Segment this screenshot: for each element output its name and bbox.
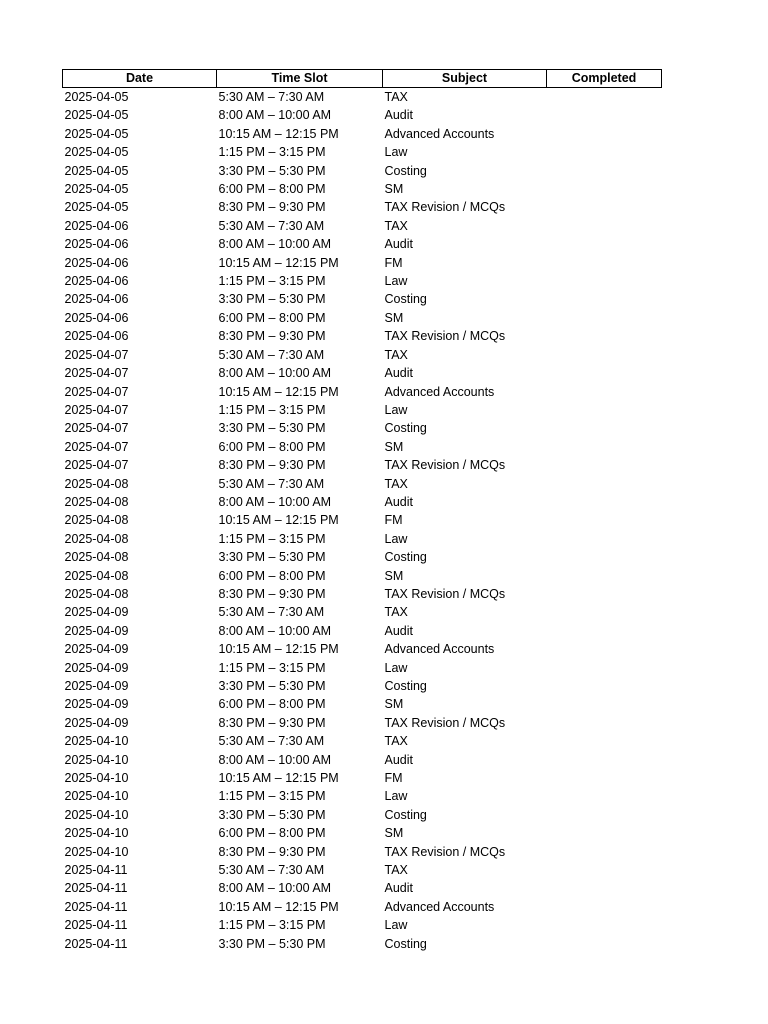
subject-cell: Audit bbox=[384, 237, 413, 252]
table-row bbox=[63, 125, 662, 143]
subject-column-header: Subject bbox=[383, 70, 547, 88]
completed-cell bbox=[547, 916, 662, 934]
date-cell: 2025-04-06 bbox=[64, 274, 129, 289]
completed-cell bbox=[547, 456, 662, 474]
time-slot-cell: 5:30 AM – 7:30 AM bbox=[218, 218, 325, 233]
subject-cell: Advanced Accounts bbox=[384, 642, 495, 657]
date-cell: 2025-04-11 bbox=[64, 881, 128, 896]
table-row bbox=[63, 659, 662, 677]
time-slot-cell: 3:30 PM – 5:30 PM bbox=[218, 807, 326, 822]
subject-cell: Law bbox=[384, 402, 408, 417]
subject-cell: TAX bbox=[384, 605, 408, 620]
subject-cell: TAX bbox=[384, 90, 408, 104]
time-slot-cell: 1:15 PM – 3:15 PM bbox=[218, 274, 326, 289]
table-row bbox=[63, 438, 662, 456]
completed-cell bbox=[547, 695, 662, 713]
subject-cell: Costing bbox=[384, 550, 427, 565]
time-slot-cell: 8:00 AM – 10:00 AM bbox=[218, 108, 332, 123]
date-cell: 2025-04-09 bbox=[64, 623, 129, 638]
subject-cell: Advanced Accounts bbox=[384, 384, 495, 399]
table-row bbox=[63, 401, 662, 419]
completed-cell bbox=[547, 346, 662, 364]
completed-cell bbox=[547, 180, 662, 198]
table-row bbox=[63, 383, 662, 401]
time-slot-cell: 10:15 AM – 12:15 PM bbox=[218, 384, 339, 399]
table-row bbox=[63, 511, 662, 529]
table-row bbox=[63, 843, 662, 861]
time-slot-cell: 8:30 PM – 9:30 PM bbox=[218, 844, 326, 859]
time-slot-cell: 8:00 AM – 10:00 AM bbox=[218, 752, 332, 767]
table-row bbox=[63, 548, 662, 566]
completed-cell bbox=[547, 769, 662, 787]
completed-cell bbox=[547, 290, 662, 308]
time-slot-cell: 6:00 PM – 8:00 PM bbox=[218, 439, 326, 454]
table-row bbox=[63, 714, 662, 732]
date-cell: 2025-04-10 bbox=[64, 807, 129, 822]
time-slot-column-header: Time Slot bbox=[217, 70, 383, 88]
subject-cell: Law bbox=[384, 531, 408, 546]
table-row bbox=[63, 806, 662, 824]
time-slot-cell: 10:15 AM – 12:15 PM bbox=[218, 513, 339, 528]
subject-cell: Audit bbox=[384, 108, 413, 123]
table-row bbox=[63, 695, 662, 713]
completed-cell bbox=[547, 843, 662, 861]
date-cell: 2025-04-05 bbox=[64, 126, 129, 141]
subject-cell: Advanced Accounts bbox=[384, 899, 495, 914]
time-slot-cell: 10:15 AM – 12:15 PM bbox=[218, 899, 339, 914]
table-row bbox=[63, 217, 662, 235]
table-row bbox=[63, 751, 662, 769]
completed-cell bbox=[547, 640, 662, 658]
time-slot-cell: 8:00 AM – 10:00 AM bbox=[218, 881, 332, 896]
completed-cell bbox=[547, 309, 662, 327]
date-cell: 2025-04-09 bbox=[64, 715, 129, 730]
completed-cell bbox=[547, 511, 662, 529]
time-slot-cell: 3:30 PM – 5:30 PM bbox=[218, 421, 326, 436]
subject-cell: TAX bbox=[384, 734, 408, 749]
date-cell: 2025-04-08 bbox=[64, 586, 129, 601]
subject-cell: Law bbox=[384, 145, 408, 160]
table-row bbox=[63, 640, 662, 658]
date-cell: 2025-04-09 bbox=[64, 660, 129, 675]
table-row bbox=[63, 916, 662, 934]
subject-cell: Costing bbox=[384, 807, 427, 822]
table-row bbox=[63, 143, 662, 161]
subject-cell: FM bbox=[384, 771, 403, 786]
table-row bbox=[63, 898, 662, 916]
table-row bbox=[63, 567, 662, 585]
table-row bbox=[63, 364, 662, 382]
time-slot-cell: 5:30 AM – 7:30 AM bbox=[218, 734, 325, 749]
time-slot-cell: 1:15 PM – 3:15 PM bbox=[218, 789, 326, 804]
time-slot-cell: 1:15 PM – 3:15 PM bbox=[218, 660, 326, 675]
date-cell: 2025-04-07 bbox=[64, 458, 129, 473]
subject-cell: Costing bbox=[384, 292, 427, 307]
completed-cell bbox=[547, 125, 662, 143]
date-cell: 2025-04-08 bbox=[64, 494, 129, 509]
completed-cell bbox=[547, 217, 662, 235]
subject-cell: Audit bbox=[384, 366, 413, 381]
time-slot-cell: 3:30 PM – 5:30 PM bbox=[218, 292, 326, 307]
date-cell: 2025-04-10 bbox=[64, 734, 129, 749]
date-cell: 2025-04-05 bbox=[64, 182, 129, 197]
subject-cell: FM bbox=[384, 255, 403, 270]
subject-cell: Audit bbox=[384, 494, 413, 509]
subject-cell: SM bbox=[384, 568, 404, 583]
time-slot-cell: 1:15 PM – 3:15 PM bbox=[218, 402, 326, 417]
date-cell: 2025-04-07 bbox=[64, 384, 129, 399]
date-cell: 2025-04-05 bbox=[64, 90, 129, 104]
date-cell: 2025-04-11 bbox=[64, 899, 128, 914]
subject-cell: TAX bbox=[384, 476, 408, 491]
time-slot-cell: 3:30 PM – 5:30 PM bbox=[218, 679, 326, 693]
date-cell: 2025-04-07 bbox=[64, 347, 129, 362]
date-cell: 2025-04-05 bbox=[64, 108, 129, 123]
table-row bbox=[63, 88, 662, 107]
time-slot-cell: 8:00 AM – 10:00 AM bbox=[218, 494, 332, 509]
time-slot-cell: 6:00 PM – 8:00 PM bbox=[218, 310, 326, 325]
time-slot-cell: 5:30 AM – 7:30 AM bbox=[218, 605, 325, 620]
table-row bbox=[63, 309, 662, 327]
table-row bbox=[63, 106, 662, 124]
completed-cell bbox=[547, 364, 662, 382]
subject-cell: TAX bbox=[384, 218, 408, 233]
time-slot-cell: 8:30 PM – 9:30 PM bbox=[218, 458, 326, 473]
table-row bbox=[63, 787, 662, 805]
subject-cell: TAX Revision / MCQs bbox=[384, 586, 506, 601]
table-row bbox=[63, 198, 662, 216]
date-cell: 2025-04-07 bbox=[64, 366, 129, 381]
table-row bbox=[63, 824, 662, 842]
time-slot-cell: 5:30 AM – 7:30 AM bbox=[218, 476, 325, 491]
subject-cell: TAX Revision / MCQs bbox=[384, 844, 506, 859]
table-row bbox=[63, 622, 662, 640]
subject-cell: SM bbox=[384, 439, 404, 454]
table-row bbox=[63, 272, 662, 290]
table-row bbox=[63, 180, 662, 198]
date-cell: 2025-04-10 bbox=[64, 789, 129, 804]
table-row bbox=[63, 346, 662, 364]
completed-cell bbox=[547, 806, 662, 824]
date-cell: 2025-04-06 bbox=[64, 310, 129, 325]
time-slot-cell: 10:15 AM – 12:15 PM bbox=[218, 126, 339, 141]
time-slot-cell: 8:30 PM – 9:30 PM bbox=[218, 715, 326, 730]
date-cell: 2025-04-08 bbox=[64, 513, 129, 528]
table-row bbox=[63, 585, 662, 603]
completed-cell bbox=[547, 143, 662, 161]
date-cell: 2025-04-08 bbox=[64, 550, 129, 565]
completed-cell bbox=[547, 879, 662, 897]
subject-cell: Costing bbox=[384, 679, 427, 693]
table-row bbox=[63, 290, 662, 308]
date-cell: 2025-04-08 bbox=[64, 476, 129, 491]
subject-cell: TAX Revision / MCQs bbox=[384, 458, 506, 473]
date-cell: 2025-04-09 bbox=[64, 697, 129, 712]
completed-cell bbox=[547, 438, 662, 456]
completed-cell bbox=[547, 162, 662, 180]
subject-cell: SM bbox=[384, 310, 404, 325]
date-cell: 2025-04-10 bbox=[64, 826, 129, 841]
completed-cell bbox=[547, 714, 662, 732]
date-cell: 2025-04-06 bbox=[64, 329, 129, 344]
table-row bbox=[63, 456, 662, 474]
table-row bbox=[63, 935, 662, 953]
completed-cell bbox=[547, 677, 662, 695]
subject-cell: TAX Revision / MCQs bbox=[384, 715, 506, 730]
subject-cell: SM bbox=[384, 697, 404, 712]
date-cell: 2025-04-06 bbox=[64, 292, 129, 307]
subject-cell: Costing bbox=[384, 421, 427, 436]
time-slot-cell: 1:15 PM – 3:15 PM bbox=[218, 531, 326, 546]
time-slot-cell: 10:15 AM – 12:15 PM bbox=[218, 642, 339, 657]
table-row bbox=[63, 235, 662, 253]
time-slot-cell: 8:30 PM – 9:30 PM bbox=[218, 586, 326, 601]
completed-cell bbox=[547, 567, 662, 585]
completed-cell bbox=[547, 235, 662, 253]
time-slot-cell: 1:15 PM – 3:15 PM bbox=[218, 145, 326, 160]
time-slot-cell: 10:15 AM – 12:15 PM bbox=[218, 255, 339, 270]
time-slot-cell: 10:15 AM – 12:15 PM bbox=[218, 771, 339, 786]
completed-cell bbox=[547, 401, 662, 419]
table-row bbox=[63, 493, 662, 511]
subject-cell: Advanced Accounts bbox=[384, 126, 495, 141]
date-cell: 2025-04-10 bbox=[64, 771, 129, 786]
completed-cell bbox=[547, 198, 662, 216]
date-cell: 2025-04-09 bbox=[64, 605, 129, 620]
table-row bbox=[63, 475, 662, 493]
subject-cell: SM bbox=[384, 826, 404, 841]
date-cell: 2025-04-07 bbox=[64, 439, 129, 454]
completed-cell bbox=[547, 88, 662, 107]
completed-cell bbox=[547, 659, 662, 677]
completed-cell bbox=[547, 824, 662, 842]
subject-cell: Law bbox=[384, 789, 408, 804]
date-column-header: Date bbox=[63, 70, 217, 88]
date-cell: 2025-04-11 bbox=[64, 863, 128, 878]
completed-cell bbox=[547, 898, 662, 916]
subject-cell: SM bbox=[384, 182, 404, 197]
subject-cell: Law bbox=[384, 660, 408, 675]
time-slot-cell: 5:30 AM – 7:30 AM bbox=[218, 863, 325, 878]
completed-column-header: Completed bbox=[547, 70, 662, 88]
table-row bbox=[63, 162, 662, 180]
table-row bbox=[63, 861, 662, 879]
subject-cell: Audit bbox=[384, 623, 413, 638]
date-cell: 2025-04-07 bbox=[64, 402, 129, 417]
time-slot-cell: 1:15 PM – 3:15 PM bbox=[218, 918, 326, 933]
table-row bbox=[63, 732, 662, 750]
subject-cell: Costing bbox=[384, 936, 427, 951]
table-row bbox=[63, 677, 662, 695]
completed-cell bbox=[547, 106, 662, 124]
table-row bbox=[63, 419, 662, 437]
date-cell: 2025-04-06 bbox=[64, 218, 129, 233]
time-slot-cell: 8:00 AM – 10:00 AM bbox=[218, 623, 332, 638]
completed-cell bbox=[547, 530, 662, 548]
completed-cell bbox=[547, 622, 662, 640]
date-cell: 2025-04-08 bbox=[64, 568, 129, 583]
time-slot-cell: 8:30 PM – 9:30 PM bbox=[218, 200, 326, 215]
completed-cell bbox=[547, 272, 662, 290]
completed-cell bbox=[547, 383, 662, 401]
date-cell: 2025-04-09 bbox=[64, 679, 129, 693]
completed-cell bbox=[547, 585, 662, 603]
completed-cell bbox=[547, 327, 662, 345]
completed-cell bbox=[547, 475, 662, 493]
time-slot-cell: 8:30 PM – 9:30 PM bbox=[218, 329, 326, 344]
subject-cell: Law bbox=[384, 274, 408, 289]
time-slot-cell: 6:00 PM – 8:00 PM bbox=[218, 697, 326, 712]
subject-cell: Costing bbox=[384, 163, 427, 178]
completed-cell bbox=[547, 548, 662, 566]
header-row bbox=[63, 70, 662, 88]
time-slot-cell: 6:00 PM – 8:00 PM bbox=[218, 826, 326, 841]
subject-cell: TAX Revision / MCQs bbox=[384, 200, 506, 215]
time-slot-cell: 8:00 AM – 10:00 AM bbox=[218, 237, 332, 252]
table-row bbox=[63, 530, 662, 548]
time-slot-cell: 5:30 AM – 7:30 AM bbox=[218, 90, 325, 104]
date-cell: 2025-04-10 bbox=[64, 752, 129, 767]
date-cell: 2025-04-11 bbox=[64, 936, 128, 951]
completed-cell bbox=[547, 751, 662, 769]
subject-cell: TAX bbox=[384, 347, 408, 362]
completed-cell bbox=[547, 935, 662, 953]
time-slot-cell: 3:30 PM – 5:30 PM bbox=[218, 936, 326, 951]
table-row bbox=[63, 327, 662, 345]
table-body bbox=[63, 88, 662, 954]
date-cell: 2025-04-09 bbox=[64, 642, 129, 657]
date-cell: 2025-04-08 bbox=[64, 531, 129, 546]
completed-cell bbox=[547, 787, 662, 805]
time-slot-cell: 3:30 PM – 5:30 PM bbox=[218, 550, 326, 565]
date-cell: 2025-04-11 bbox=[64, 918, 128, 933]
table-row bbox=[63, 769, 662, 787]
time-slot-cell: 5:30 AM – 7:30 AM bbox=[218, 347, 325, 362]
subject-cell: TAX bbox=[384, 863, 408, 878]
completed-cell bbox=[547, 493, 662, 511]
subject-cell: FM bbox=[384, 513, 403, 528]
table-row bbox=[63, 254, 662, 272]
subject-cell: Audit bbox=[384, 752, 413, 767]
time-slot-cell: 8:00 AM – 10:00 AM bbox=[218, 366, 332, 381]
time-slot-cell: 6:00 PM – 8:00 PM bbox=[218, 568, 326, 583]
completed-cell bbox=[547, 254, 662, 272]
completed-cell bbox=[547, 861, 662, 879]
date-cell: 2025-04-07 bbox=[64, 421, 129, 436]
date-cell: 2025-04-05 bbox=[64, 145, 129, 160]
completed-cell bbox=[547, 419, 662, 437]
date-cell: 2025-04-06 bbox=[64, 255, 129, 270]
time-slot-cell: 3:30 PM – 5:30 PM bbox=[218, 163, 326, 178]
completed-cell bbox=[547, 732, 662, 750]
table-row bbox=[63, 879, 662, 897]
table-row bbox=[63, 603, 662, 621]
time-slot-cell: 6:00 PM – 8:00 PM bbox=[218, 182, 326, 197]
subject-cell: Law bbox=[384, 918, 408, 933]
subject-cell: TAX Revision / MCQs bbox=[384, 329, 506, 344]
subject-cell: Audit bbox=[384, 881, 413, 896]
date-cell: 2025-04-10 bbox=[64, 844, 129, 859]
date-cell: 2025-04-06 bbox=[64, 237, 129, 252]
completed-cell bbox=[547, 603, 662, 621]
schedule-table bbox=[62, 69, 662, 953]
date-cell: 2025-04-05 bbox=[64, 200, 129, 215]
date-cell: 2025-04-05 bbox=[64, 163, 129, 178]
